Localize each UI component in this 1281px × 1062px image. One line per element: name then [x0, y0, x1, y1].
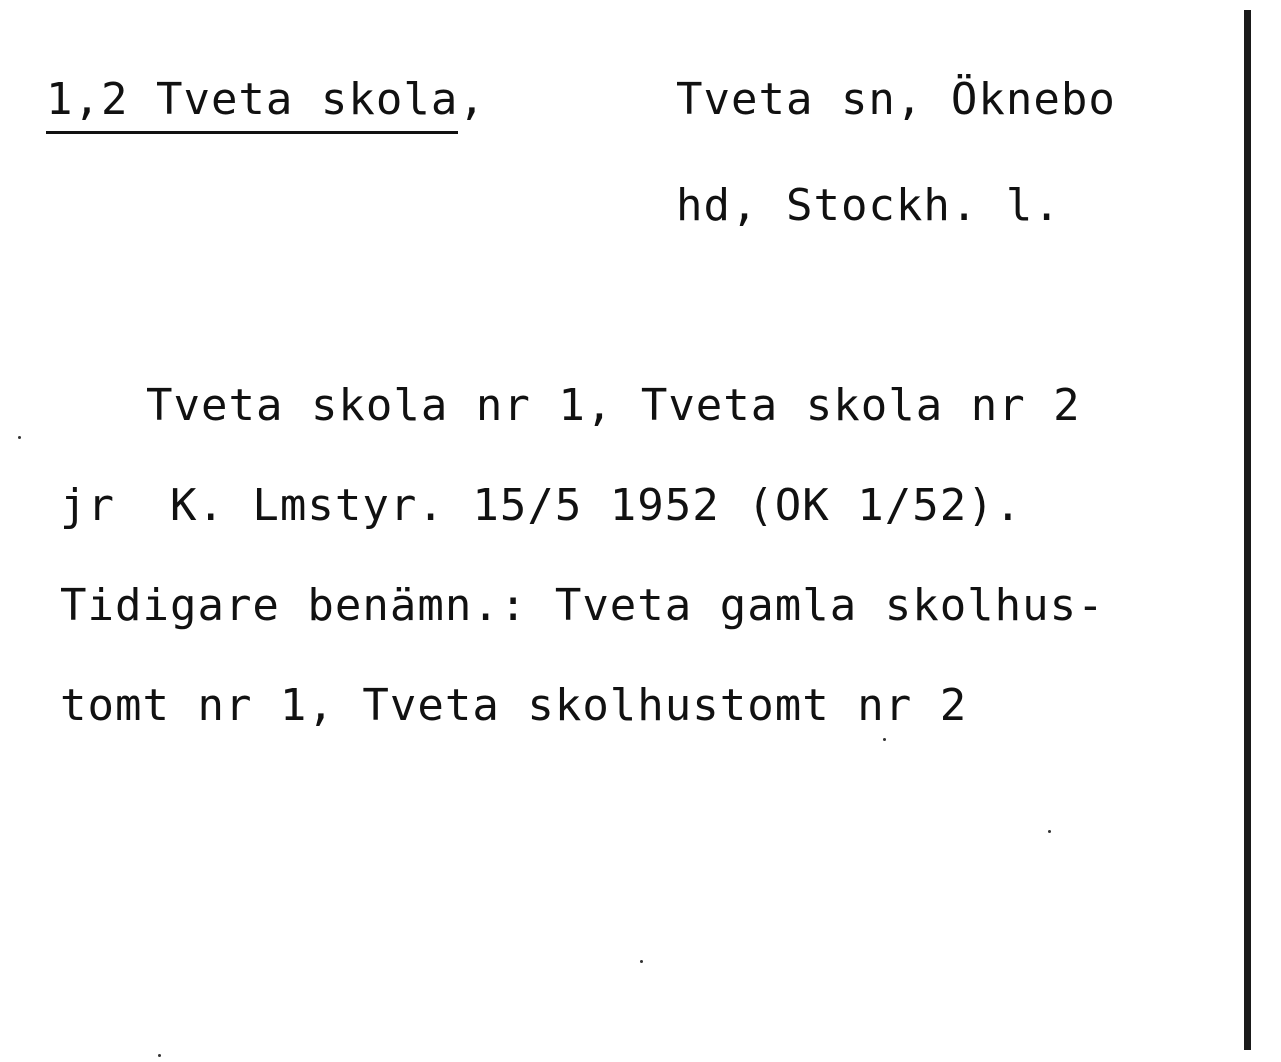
location-line-2: hd, Stockh. l. [676, 180, 1061, 231]
heading-comma: , [458, 74, 486, 125]
speck [158, 1054, 161, 1057]
body-line-4: tomt nr 1, Tveta skolhustomt nr 2 [60, 680, 968, 731]
speck [18, 436, 21, 439]
body-line-1: Tveta skola nr 1, Tveta skola nr 2 [146, 380, 1081, 431]
speck [883, 738, 886, 741]
speck [640, 960, 643, 963]
card-heading [46, 74, 486, 125]
body-line-2: jr K. Lmstyr. 15/5 1952 (OK 1/52). [60, 480, 1023, 531]
heading-title: 1,2 Tveta skola [46, 74, 458, 134]
card-right-edge [1244, 10, 1251, 1050]
body-line-3: Tidigare benämn.: Tveta gamla skolhus- [60, 580, 1105, 631]
location-line-1: Tveta sn, Öknebo [676, 74, 1116, 125]
speck [1048, 830, 1051, 833]
